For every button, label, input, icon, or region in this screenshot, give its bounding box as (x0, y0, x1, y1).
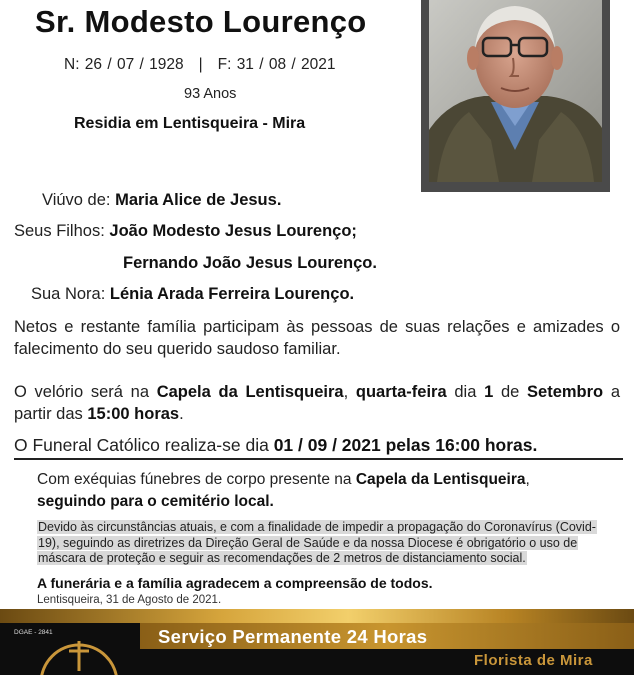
daughter-in-law-value: Lénia Arada Ferreira Lourenço. (109, 285, 355, 303)
wake-text: , (343, 383, 356, 401)
footer-banner (0, 609, 634, 675)
child-name: Fernando João Jesus Lourenço. (123, 254, 377, 272)
florist-name: Florista de Mira (474, 652, 593, 669)
wake-text: a partir das (14, 383, 621, 423)
wake-time: 15:00 horas (87, 405, 180, 423)
birth-date: N: 26 / 07 / 1928 (64, 56, 184, 73)
deceased-name: Sr. Modesto Lourenço (35, 4, 367, 39)
widower-value: Maria Alice de Jesus. (115, 191, 282, 209)
residence: Residia em Lentisqueira - Mira (74, 115, 306, 132)
children-row (14, 222, 357, 241)
wake-day: quarta-feira (355, 383, 447, 401)
wake-text: O velório será na (14, 383, 157, 401)
children-label: Seus Filhos: (14, 222, 105, 240)
wake-text: de (493, 383, 528, 401)
widower-label: Viúvo de: (42, 191, 111, 209)
wake-text: . (179, 405, 184, 423)
exequies-destination: seguindo para o cemitério local. (37, 493, 274, 510)
daughter-in-law-label: Sua Nora: (31, 285, 106, 303)
exequies-text: , (525, 471, 530, 488)
wake-info (14, 381, 620, 425)
widower-row (42, 191, 281, 210)
thanks-text: A funerária e a família agradecem a compreensão de todos. (37, 575, 433, 591)
footer-gold-band (0, 609, 634, 623)
funeral-underline (14, 458, 623, 460)
child-name: João Modesto Jesus Lourenço; (109, 222, 357, 240)
funeral-info (14, 435, 623, 456)
wake-month: Setembro (527, 383, 604, 401)
daughter-in-law-row (31, 285, 354, 304)
death-date: F: 31 / 08 / 2021 (217, 56, 336, 73)
registration-code: DGAE - 2841 (14, 629, 53, 636)
covid-notice-text: Devido às circunstâncias atuais, e com a finalidade de impedir a propagação do Coronavírus (Covid-19), seguindo as diretrizes da Direção Geral de Saúde e da nossa Diocese é obrigatório o uso de máscara de proteção e seguir as recomendações de 2 metros de distanciamento social. (38, 520, 596, 565)
life-dates (64, 56, 336, 74)
portrait-photo (429, 0, 602, 182)
portrait-frame (421, 0, 610, 192)
funeral-datetime: 01 / 09 / 2021 pelas 16:00 horas. (273, 435, 538, 455)
funeral-text: O Funeral Católico realiza-se dia (14, 435, 274, 455)
wake-text: dia (446, 383, 485, 401)
covid-notice (37, 520, 600, 567)
place-date: Lentisqueira, 31 de Agosto de 2021. (37, 594, 222, 606)
announcement-text: Netos e restante família participam às pessoas de suas relações e amizades o falecimento do seu querido saudoso familiar. (14, 318, 620, 358)
wake-place: Capela da Lentisqueira (156, 383, 344, 401)
exequies-place: Capela da Lentisqueira (355, 471, 526, 488)
age: 93 Anos (184, 86, 237, 102)
service-slogan: Serviço Permanente 24 Horas (158, 626, 428, 647)
exequies-info (37, 469, 600, 513)
exequies-text: Com exéquias fúnebres de corpo presente na (37, 471, 356, 488)
wake-date: 1 (484, 383, 494, 401)
children-row-2 (123, 254, 377, 273)
funeral-home-logo-icon (24, 631, 134, 675)
date-separator: | (198, 56, 203, 73)
